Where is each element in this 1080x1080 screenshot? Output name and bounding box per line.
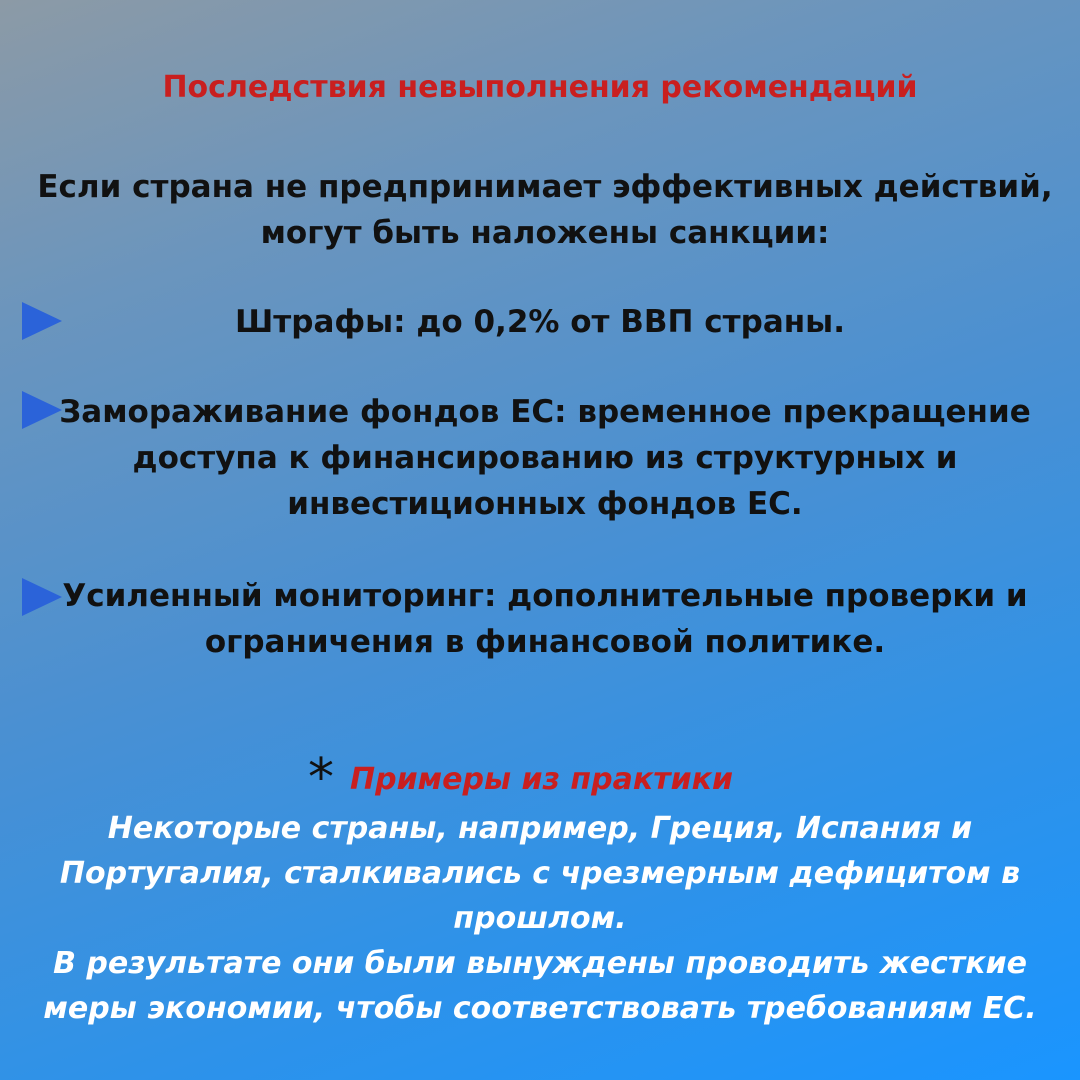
page-title: Последствия невыполнения рекомендаций xyxy=(162,70,918,105)
intro-text xyxy=(30,164,1060,256)
examples-line: Португалия, сталкивались с чрезмерным дефицитом в xyxy=(59,856,1021,891)
examples-line: В результате они были вынуждены проводить жесткие xyxy=(53,946,1027,981)
arrow-right-icon xyxy=(22,302,62,340)
bullet-monitoring xyxy=(50,573,1040,665)
bullet-line: Штрафы: до 0,2% от ВВП страны. xyxy=(235,304,845,340)
bullet-line: доступа к финансированию из структурных и xyxy=(132,440,958,476)
examples-line: прошлом. xyxy=(453,901,627,936)
intro-line: Если страна не предпринимает эффективных действий, xyxy=(37,169,1053,205)
bullet-fines xyxy=(80,299,1000,345)
bullet-freeze-funds xyxy=(50,389,1040,527)
bullet-line: Замораживание фондов ЕС: временное прекращение xyxy=(59,394,1031,430)
examples-title: Примеры из практики xyxy=(350,762,734,797)
examples-line: Некоторые страны, например, Греция, Испания и xyxy=(107,811,973,846)
bullet-line: Усиленный мониторинг: дополнительные проверки и xyxy=(62,578,1028,614)
examples-text xyxy=(10,806,1070,1031)
bullet-line: ограничения в финансовой политике. xyxy=(204,624,886,660)
bullet-line: инвестиционных фондов ЕС. xyxy=(287,486,803,522)
intro-line: могут быть наложены санкции: xyxy=(260,215,830,251)
asterisk-icon: * xyxy=(308,748,334,808)
examples-line: меры экономии, чтобы соответствовать требованиям ЕС. xyxy=(43,991,1037,1026)
